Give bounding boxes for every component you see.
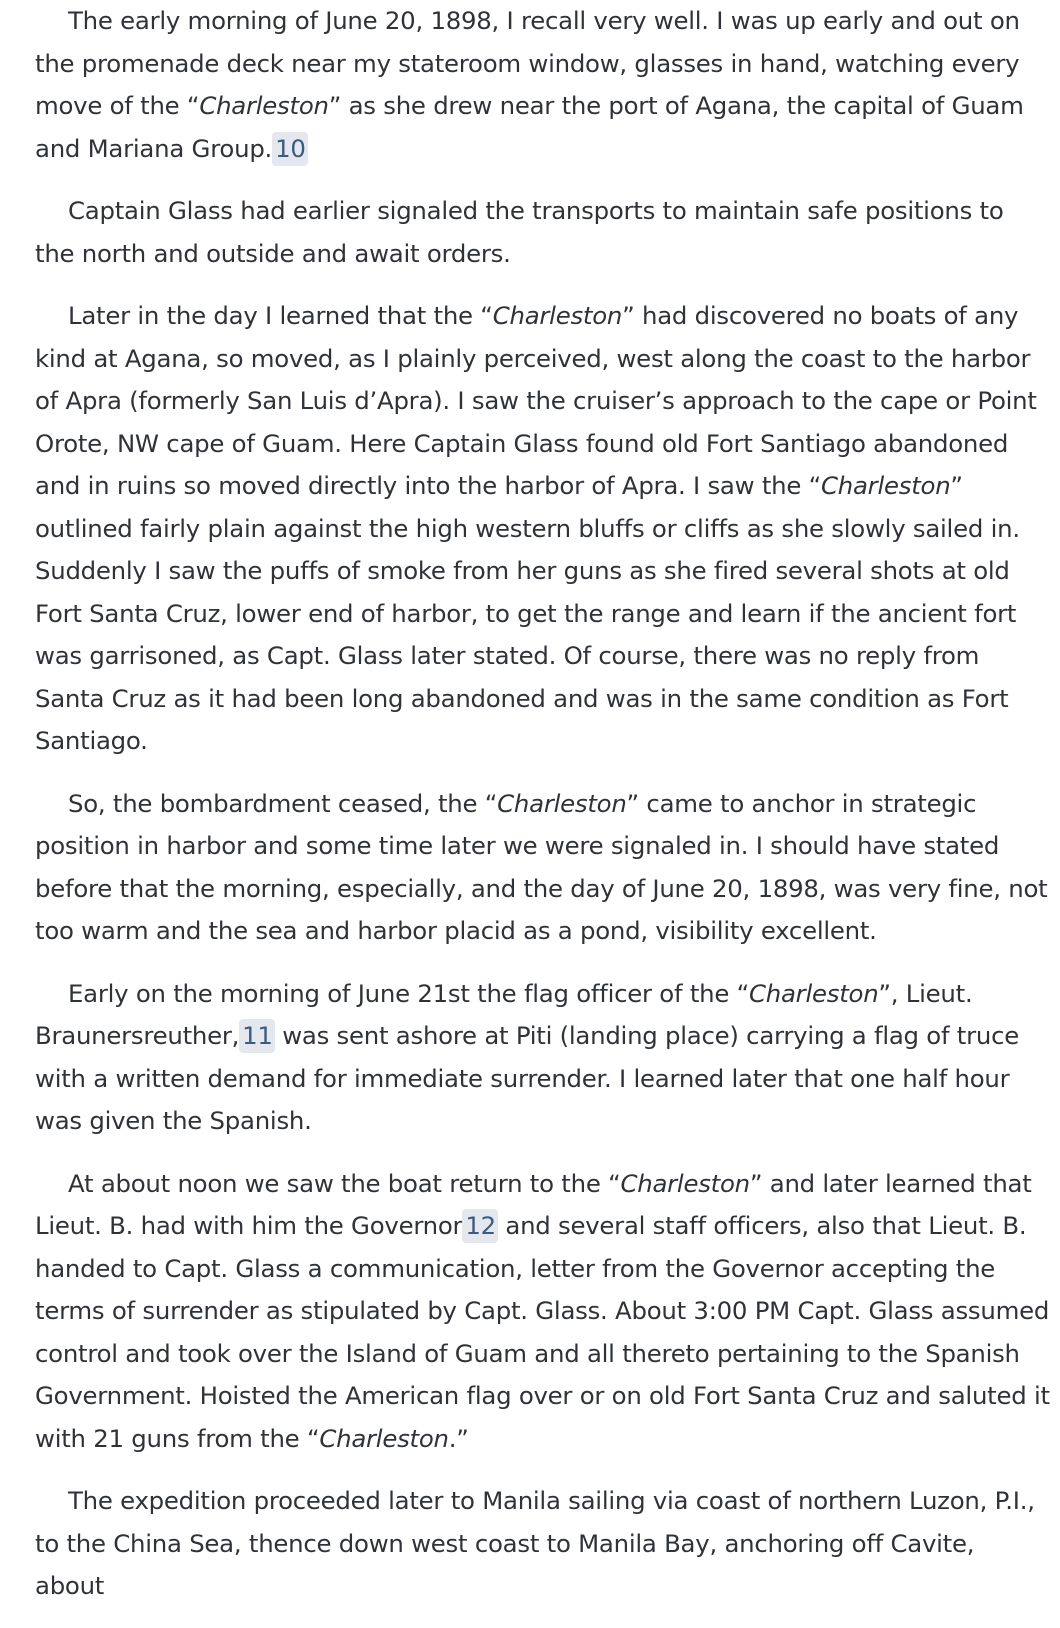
ship-name: Charleston: [749, 978, 879, 1008]
paragraph-text: Early on the morning of June 21st the flag officer of the “: [68, 978, 749, 1008]
footnote-link[interactable]: 11: [239, 1019, 275, 1053]
paragraph-text: ” and later learned that Lieut. B. had with him the Governor: [35, 1168, 1032, 1240]
paragraph-text: and several staff officers, also that Lieut. B. handed to Capt. Glass a communication, letter from the Governor accepting the terms of surrender as stipulated by Capt. Glass. About 3:00 PM Capt. Glass assumed control and took over the Island of Guam and all thereto pertaining to the Spanish Government. Hoisted the American flag over or on old Fort Santa Cruz and saluted it with 21 guns from the “: [35, 1211, 1050, 1453]
footnote-link[interactable]: 12: [462, 1209, 498, 1243]
ship-name: Charleston: [620, 1168, 750, 1198]
paragraph: [35, 295, 1050, 763]
paragraph-text: ”, Lieut. Braunersreuther,: [35, 978, 973, 1050]
paragraph: [35, 190, 1050, 275]
paragraph-text: .”: [448, 1423, 469, 1453]
footnote-link[interactable]: 10: [272, 132, 308, 166]
ship-name: Charleston: [497, 788, 627, 818]
paragraph-text: ” outlined fairly plain against the high western bluffs or cliffs as she slowly sailed in. Suddenly I saw the puffs of smoke from her guns as she fired several shots at old Fort Santa Cruz, lower end of harbor, to get the range and learn if the ancient fort was garrisoned, as Capt. Glass later stated. Of course, there was no reply from Santa Cruz as it had been long abandoned and was in the same condition as Fort Santiago.: [35, 471, 1020, 755]
paragraph-text: Captain Glass had earlier signaled the transports to maintain safe positions to the north and outside and await orders.: [35, 196, 1004, 268]
ship-name: Charleston: [319, 1423, 449, 1453]
paragraph-text: ” as she drew near the port of Agana, the capital of Guam and Mariana Group.: [35, 91, 1024, 163]
ship-name: Charleston: [821, 471, 951, 500]
paragraph-text: The expedition proceeded later to Manila sailing via coast of northern Luzon, P.I., to the China Sea, thence down west coast to Manila Bay, anchoring off Cavite, about: [35, 1486, 1035, 1600]
paragraph: [35, 1480, 1050, 1608]
paragraph-text: At about noon we saw the boat return to the “: [68, 1168, 621, 1198]
ship-name: Charleston: [199, 91, 329, 120]
paragraph-text: Later in the day I learned that the “: [68, 301, 493, 330]
ship-name: Charleston: [492, 301, 623, 330]
paragraph: [35, 1163, 1050, 1461]
paragraph: [35, 783, 1050, 953]
paragraph-text: The early morning of June 20, 1898, I recall very well. I was up early and out on the promenade deck near my stateroom window, glasses in hand, watching every move of the “: [35, 6, 1020, 120]
paragraph: [35, 0, 1050, 170]
paragraph: [35, 973, 1050, 1143]
paragraph-text: ” came to anchor in strategic position in harbor and some time later we were signaled in. I should have stated before that the morning, especially, and the day of June 20, 1898, was very fine, not too warm and the sea and harbor placid as a pond, visibility excellent.: [35, 788, 1048, 945]
document-body: [35, 0, 1050, 1628]
paragraph-text: was sent ashore at Piti (landing place) carrying a flag of truce with a written demand for immediate surrender. I learned later that one half hour was given the Spanish.: [35, 1021, 1020, 1135]
paragraph-text: So, the bombardment ceased, the “: [68, 788, 498, 818]
paragraph-text: ” had discovered no boats of any kind at Agana, so moved, as I plainly perceived, west along the coast to the harbor of Apra (formerly San Luis d’Apra). I saw the cruiser’s approach to the cape or Point Orote, NW cape of Guam. Here Captain Glass found old Fort Santiago abandoned and in ruins so moved directly into the harbor of Apra. I saw the “: [35, 301, 1037, 500]
